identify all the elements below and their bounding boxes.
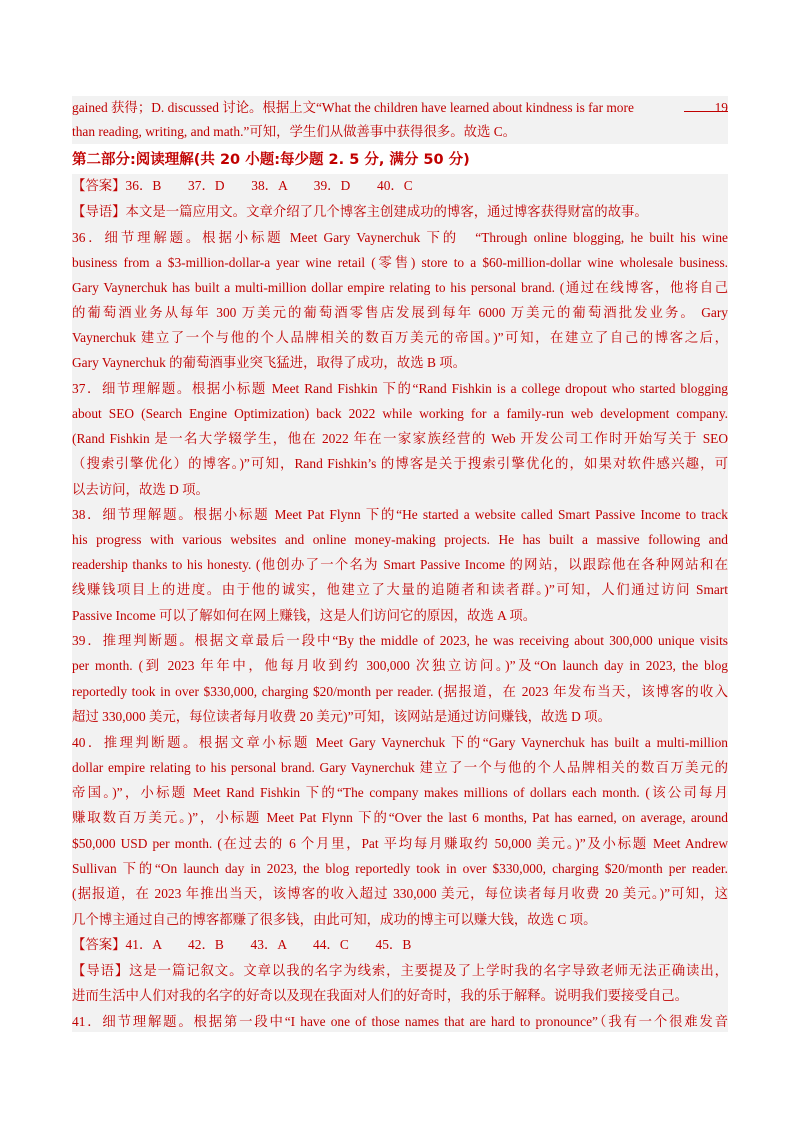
explanation-line: his progress with various websites and online money-making projects. He has built a massive following and xyxy=(72,532,728,547)
section-heading: 第二部分:阅读理解(共 20 小题:每少题 2. 5 分, 满分 50 分) xyxy=(72,152,470,168)
explanation-line: 赚取数百万美元。)”，小标题 Meet Pat Flynn 下的“Over the last 6 months, Pat has earned, on average, around xyxy=(72,810,728,825)
question-number: 19 xyxy=(714,100,728,115)
explanation-line: 37．细节理解题。根据小标题 Meet Rand Fishkin 下的“Rand Fishkin is a college dropout who started blogging xyxy=(72,381,728,396)
explanation-line: 超过 330,000 美元，每位读者每月收费 20 美元)”可知，该网站是通过访问赚钱，故选 D 项。 xyxy=(72,709,611,724)
intro-line: gained 获得；D. discussed 讨论。根据上文“What the children have learned about kindness is far more xyxy=(72,100,634,115)
explanation-line: （搜索引擎优化）的博客。)”可知，Rand Fishkin’s 的博客是关于搜索引擎优化的，如果对软件感兴趣，可 xyxy=(72,456,728,471)
explanation-line: 的葡萄酒业务从每年 300 万美元的葡萄酒零售店发展到每年 6000 万美元的葡萄酒批发业务。 Gary xyxy=(72,305,728,320)
explanation-line: (据报道，在 2023 年推出当天，该博客的收入超过 330,000 美元，每位读者每月收费 20 美元。)”可知，这 xyxy=(72,886,728,901)
explanation-line: dollar empire relating to his personal brand. Gary Vaynerchuk 建立了一个与他的个人品牌相关的数百万美元的 xyxy=(72,760,728,775)
explanation-line: 以去访问，故选 D 项。 xyxy=(72,482,209,497)
explanation-line: Sullivan 下的“On launch day in 2023, the blog reportedly took in over $330,000, charging $20/month per reader. xyxy=(72,861,728,876)
explanation-line: 36．细节理解题。根据小标题 Meet Gary Vaynerchuk 下的 “Through online blogging, he built his wine xyxy=(72,230,728,245)
explanation-line: readership thanks to his honesty. (他创办了一个名为 Smart Passive Income 的网站，以跟踪他在各种网站和在 xyxy=(72,557,728,572)
explanation-line: 线赚钱项目上的进度。由于他的诚实，他建立了大量的追随者和读者群。)”可知，人们通过访问 Smart xyxy=(72,582,728,597)
explanation-line: about SEO (Search Engine Optimization) back 2022 while working for a family-run web development company. xyxy=(72,406,728,421)
explanation-line: Gary Vaynerchuk 的葡萄酒事业突飞猛进，取得了成功，故选 B 项。 xyxy=(72,355,467,370)
explanation-line: Passive Income 可以了解如何在网上赚钱，这是人们访问它的原因，故选 A 项。 xyxy=(72,608,537,623)
explanation-line: 38．细节理解题。根据小标题 Meet Pat Flynn 下的“He started a website called Smart Passive Income to track xyxy=(72,507,728,522)
explanation-line: 41．细节理解题。根据第一段中“I have one of those names that are hard to pronounce”（我有一个很难发音 xyxy=(72,1014,728,1029)
guide-line: 进而生活中人们对我的名字的好奇以及现在我面对人们的好奇时，我的乐于解释。说明我们要接受自己。 xyxy=(72,988,688,1003)
explanation-line: reportedly took in over $330,000, charging $20/month per reader. (据报道，在 2023 年发布当天，该博客的收入 xyxy=(72,684,728,699)
explanation-line: 39．推理判断题。根据文章最后一段中“By the middle of 2023, he was receiving about 300,000 unique visits xyxy=(72,633,728,648)
explanation-line: 帝国。)”，小标题 Meet Rand Fishkin 下的“The company makes millions of dollars each month. (该公司每月 xyxy=(72,785,728,800)
answer-line: 【答案】41．A 42．B 43．A 44．C 45．B xyxy=(72,937,412,952)
explanation-line: 40．推理判断题。根据文章小标题 Meet Gary Vaynerchuk 下的“Gary Vaynerchuk has built a multi-million xyxy=(72,735,728,750)
explanation-line: business from a $3-million-dollar-a year wine retail (零售) store to a $60-million-dollar wine wholesale business. xyxy=(72,255,728,270)
answer-line: 【答案】36．B 37．D 38．A 39．D 40．C xyxy=(72,178,413,193)
guide-line: 【导语】这是一篇记叙文。文章以我的名字为线索，主要提及了上学时我的名字导致老师无法正确读出， xyxy=(72,963,728,978)
explanation-line: Gary Vaynerchuk has built a multi-million dollar empire relating to his personal brand. (通过在线博客，他将自己 xyxy=(72,280,728,295)
explanation-line: 几个博主通过自己的博客都赚了很多钱，由此可知，成功的博主可以赚大钱，故选 C 项。 xyxy=(72,912,597,927)
guide-line: 【导语】本文是一篇应用文。文章介绍了几个博客主创建成功的博客，通过博客获得财富的故事。 xyxy=(72,204,648,219)
explanation-line: $50,000 USD per month. (在过去的 6 个月里，Pat 平均每月赚取约 50,000 美元。)”及小标题 Meet Andrew xyxy=(72,836,728,851)
explanation-line: (Rand Fishkin 是一名大学辍学生，他在 2022 年在一家家族经营的 Web 开发公司工作时开始写关于 SEO xyxy=(72,431,728,446)
explanation-line: Vaynerchuk 建立了一个与他的个人品牌相关的数百万美元的帝国。)”可知，在建立了自己的博客之后， xyxy=(72,330,728,345)
intro-line: than reading, writing, and math.”可知，学生们从做善事中获得很多。故选 C。 xyxy=(72,124,517,139)
explanation-line: per month. (到 2023 年年中，他每月收到约 300,000 次独立访问。)”及“On launch day in 2023, the blog xyxy=(72,658,728,673)
